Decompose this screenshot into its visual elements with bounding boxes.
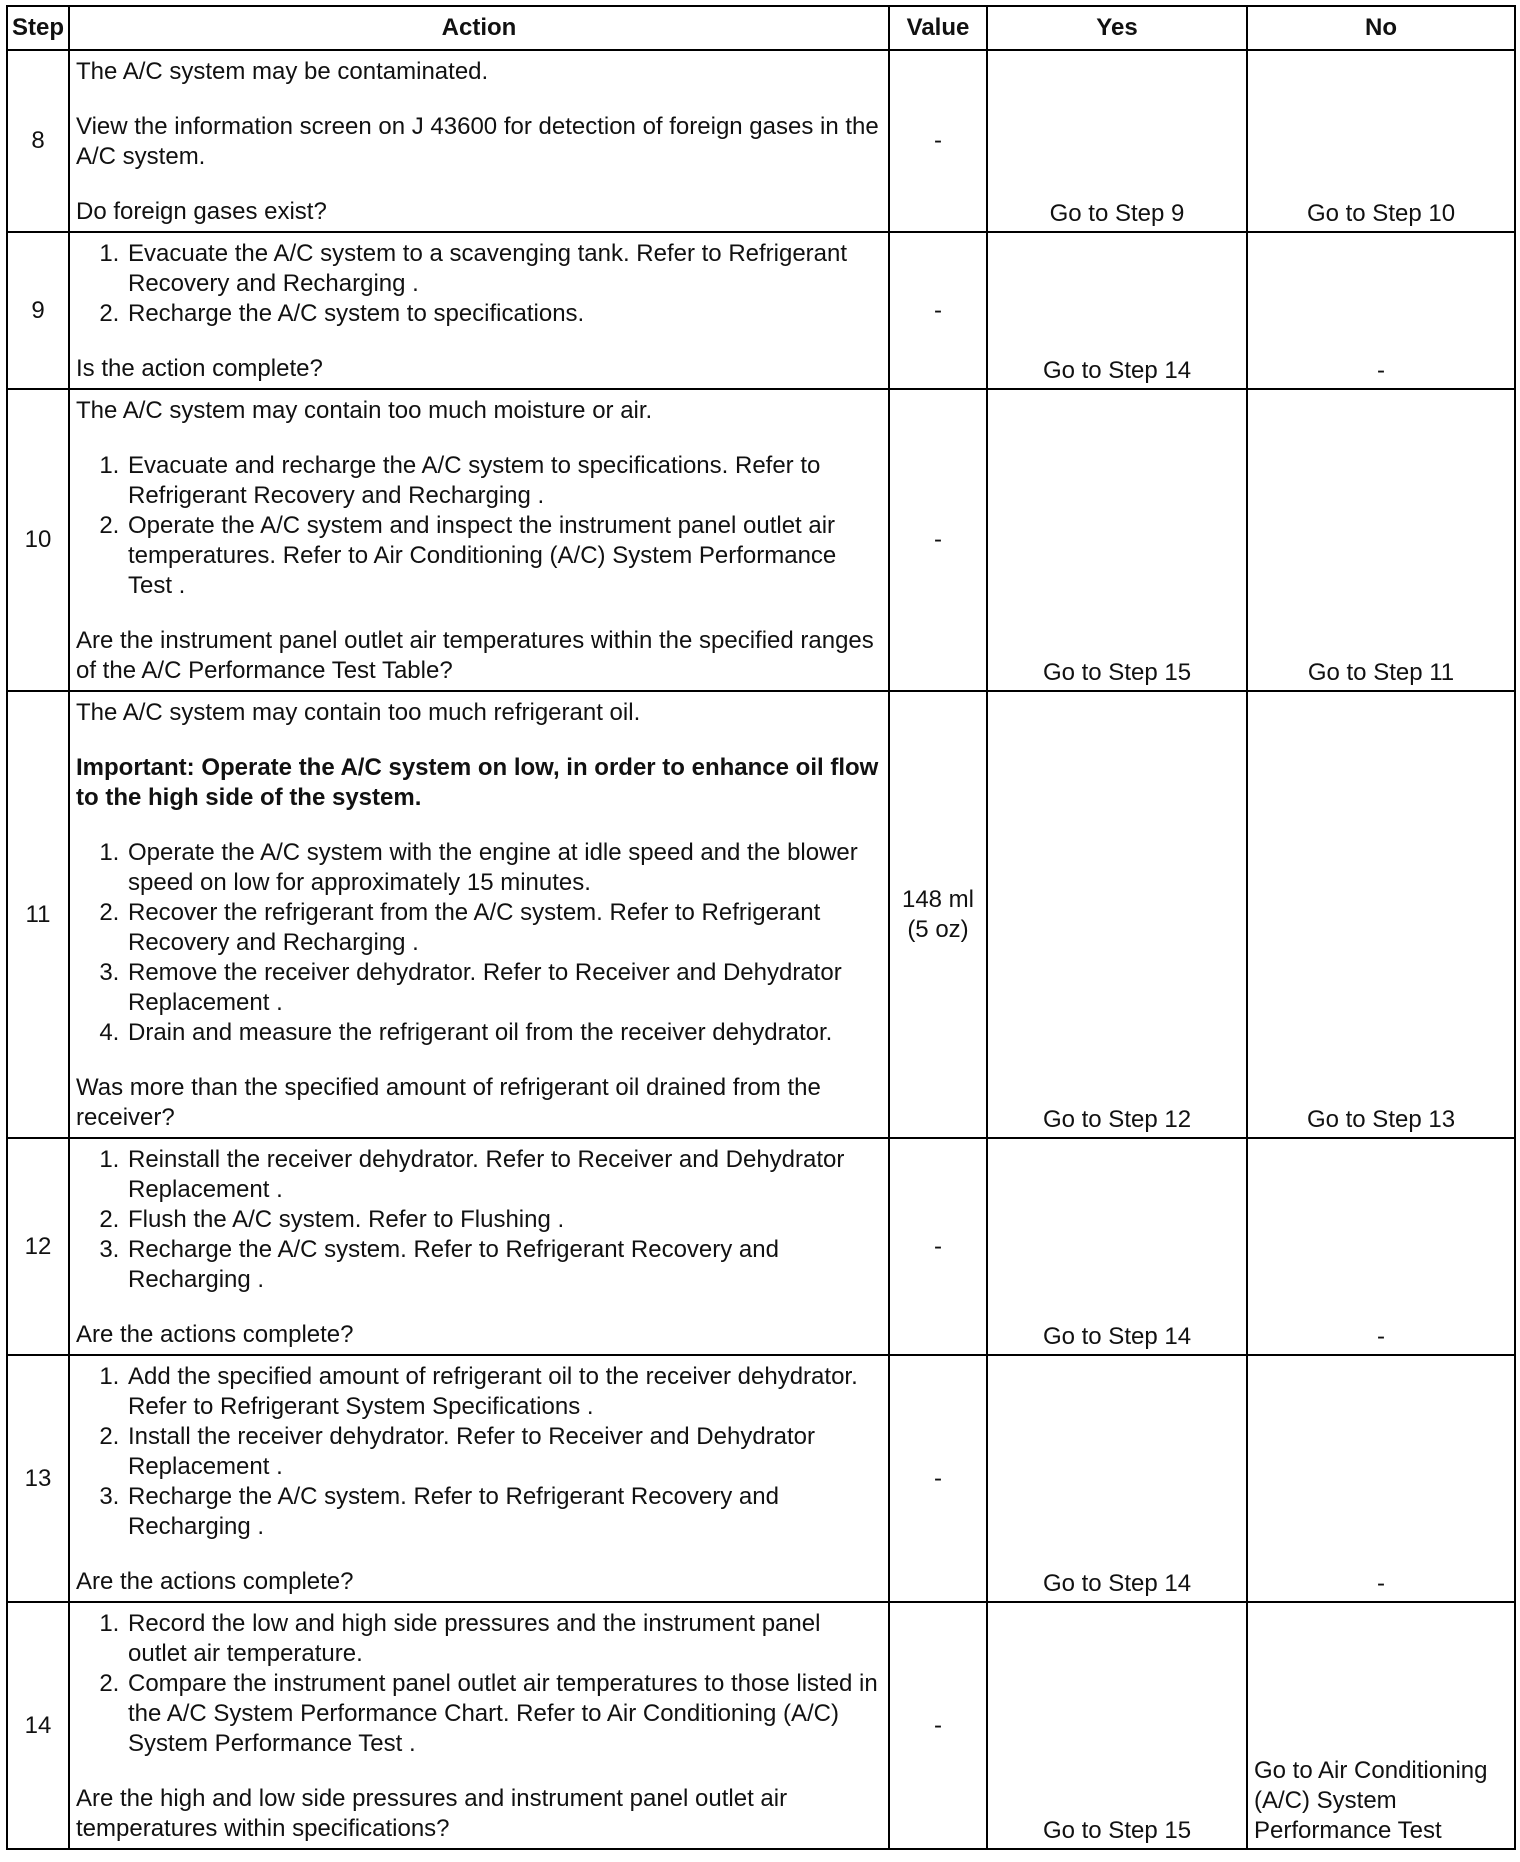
yes-result: Go to Step 15 <box>987 389 1247 691</box>
no-result: - <box>1247 232 1515 389</box>
action-item: 1. Add the specified amount of refrigerant oil to the receiver dehydrator. Refer to Refrigerant System Specifications . <box>126 1362 882 1422</box>
diagnostic-table <box>6 5 1516 1850</box>
action-item: 3. Recharge the A/C system. Refer to Refrigerant Recovery and Recharging . <box>126 1235 882 1295</box>
table-row <box>7 232 1515 389</box>
action-item: 1. Evacuate the A/C system to a scavenging tank. Refer to Refrigerant Recovery and Recharging . <box>126 239 882 299</box>
value-cell: - <box>889 1355 987 1602</box>
action-item: 3. Recharge the A/C system. Refer to Refrigerant Recovery and Recharging . <box>126 1482 882 1542</box>
yes-result: Go to Step 12 <box>987 691 1247 1138</box>
step-number: 13 <box>7 1355 69 1602</box>
step-number: 9 <box>7 232 69 389</box>
no-result: Go to Step 13 <box>1247 691 1515 1138</box>
yes-result: Go to Step 9 <box>987 50 1247 232</box>
value-cell: - <box>889 50 987 232</box>
action-cell <box>69 232 889 389</box>
table-row <box>7 691 1515 1138</box>
table-row <box>7 1138 1515 1355</box>
diagnostic-table-sheet <box>6 5 1514 1850</box>
table-row <box>7 389 1515 691</box>
action-intro: The A/C system may contain too much moisture or air. <box>76 397 653 424</box>
action-question: Is the action complete? <box>76 355 323 382</box>
action-item: 2. Install the receiver dehydrator. Refer to Receiver and Dehydrator Replacement . <box>126 1422 882 1482</box>
header-row <box>7 6 1515 50</box>
action-question: Are the actions complete? <box>76 1568 354 1595</box>
no-result: - <box>1247 1355 1515 1602</box>
action-item: 3. Remove the receiver dehydrator. Refer to Receiver and Dehydrator Replacement . <box>126 958 882 1018</box>
header-no: No <box>1247 6 1515 50</box>
header-step: Step <box>7 6 69 50</box>
value-cell <box>889 691 987 1138</box>
action-list <box>76 1145 882 1295</box>
action-question: Are the actions complete? <box>76 1321 354 1348</box>
action-text: View the information screen on J 43600 for detection of foreign gases in the A/C system. <box>76 113 879 170</box>
no-result: Go to Step 11 <box>1247 389 1515 691</box>
yes-result: Go to Step 14 <box>987 1138 1247 1355</box>
action-cell <box>69 1602 889 1849</box>
table-row <box>7 1355 1515 1602</box>
value-cell: - <box>889 389 987 691</box>
yes-result: Go to Step 14 <box>987 232 1247 389</box>
action-cell <box>69 50 889 232</box>
value-cell: - <box>889 232 987 389</box>
header-action: Action <box>69 6 889 50</box>
action-item: 2. Recover the refrigerant from the A/C system. Refer to Refrigerant Recovery and Recharging . <box>126 898 882 958</box>
step-number: 8 <box>7 50 69 232</box>
action-question: Are the instrument panel outlet air temperatures within the specified ranges of the A/C Performance Test Table? <box>76 627 874 684</box>
action-item: 1. Operate the A/C system with the engine at idle speed and the blower speed on low for approximately 15 minutes. <box>126 838 882 898</box>
step-number: 10 <box>7 389 69 691</box>
action-item: 1. Record the low and high side pressures and the instrument panel outlet air temperature. <box>126 1609 882 1669</box>
action-list <box>76 239 882 329</box>
action-intro: The A/C system may contain too much refrigerant oil. <box>76 699 641 726</box>
action-question: Was more than the specified amount of refrigerant oil drained from the receiver? <box>76 1074 821 1131</box>
action-cell <box>69 1138 889 1355</box>
action-item: 4. Drain and measure the refrigerant oil from the receiver dehydrator. <box>126 1018 882 1048</box>
table-row <box>7 1602 1515 1849</box>
action-question: Do foreign gases exist? <box>76 198 327 225</box>
important-note: Important: Operate the A/C system on low, in order to enhance oil flow to the high side of the system. <box>76 754 879 811</box>
action-item: 2. Recharge the A/C system to specifications. <box>126 299 882 329</box>
table-row <box>7 50 1515 232</box>
header-value: Value <box>889 6 987 50</box>
action-item: 2. Flush the A/C system. Refer to Flushing . <box>126 1205 882 1235</box>
action-item: 1. Reinstall the receiver dehydrator. Refer to Receiver and Dehydrator Replacement . <box>126 1145 882 1205</box>
value-cell: - <box>889 1138 987 1355</box>
yes-result: Go to Step 15 <box>987 1602 1247 1849</box>
no-result: - <box>1247 1138 1515 1355</box>
action-question: Are the high and low side pressures and instrument panel outlet air temperatures within specifications? <box>76 1785 788 1842</box>
action-cell <box>69 389 889 691</box>
value-imperial: (5 oz) <box>907 915 969 943</box>
action-list <box>76 451 882 601</box>
header-yes: Yes <box>987 6 1247 50</box>
yes-result: Go to Step 14 <box>987 1355 1247 1602</box>
action-list <box>76 1362 882 1542</box>
value-cell: - <box>889 1602 987 1849</box>
action-item: 2. Operate the A/C system and inspect the instrument panel outlet air temperatures. Refer to Air Conditioning (A/C) System Performance Test . <box>126 511 882 601</box>
step-number: 12 <box>7 1138 69 1355</box>
action-item: 1. Evacuate and recharge the A/C system to specifications. Refer to Refrigerant Recovery and Recharging . <box>126 451 882 511</box>
no-result: Go to Step 10 <box>1247 50 1515 232</box>
action-cell <box>69 1355 889 1602</box>
no-result: Go to Air Conditioning (A/C) System Performance Test <box>1247 1602 1515 1849</box>
action-list <box>76 838 882 1048</box>
action-cell <box>69 691 889 1138</box>
action-intro: The A/C system may be contaminated. <box>76 58 489 85</box>
action-item: 2. Compare the instrument panel outlet air temperatures to those listed in the A/C System Performance Chart. Refer to Air Conditioning (A/C) System Performance Test . <box>126 1669 882 1759</box>
step-number: 14 <box>7 1602 69 1849</box>
action-list <box>76 1609 882 1759</box>
step-number: 11 <box>7 691 69 1138</box>
value-metric: 148 ml <box>901 885 975 913</box>
